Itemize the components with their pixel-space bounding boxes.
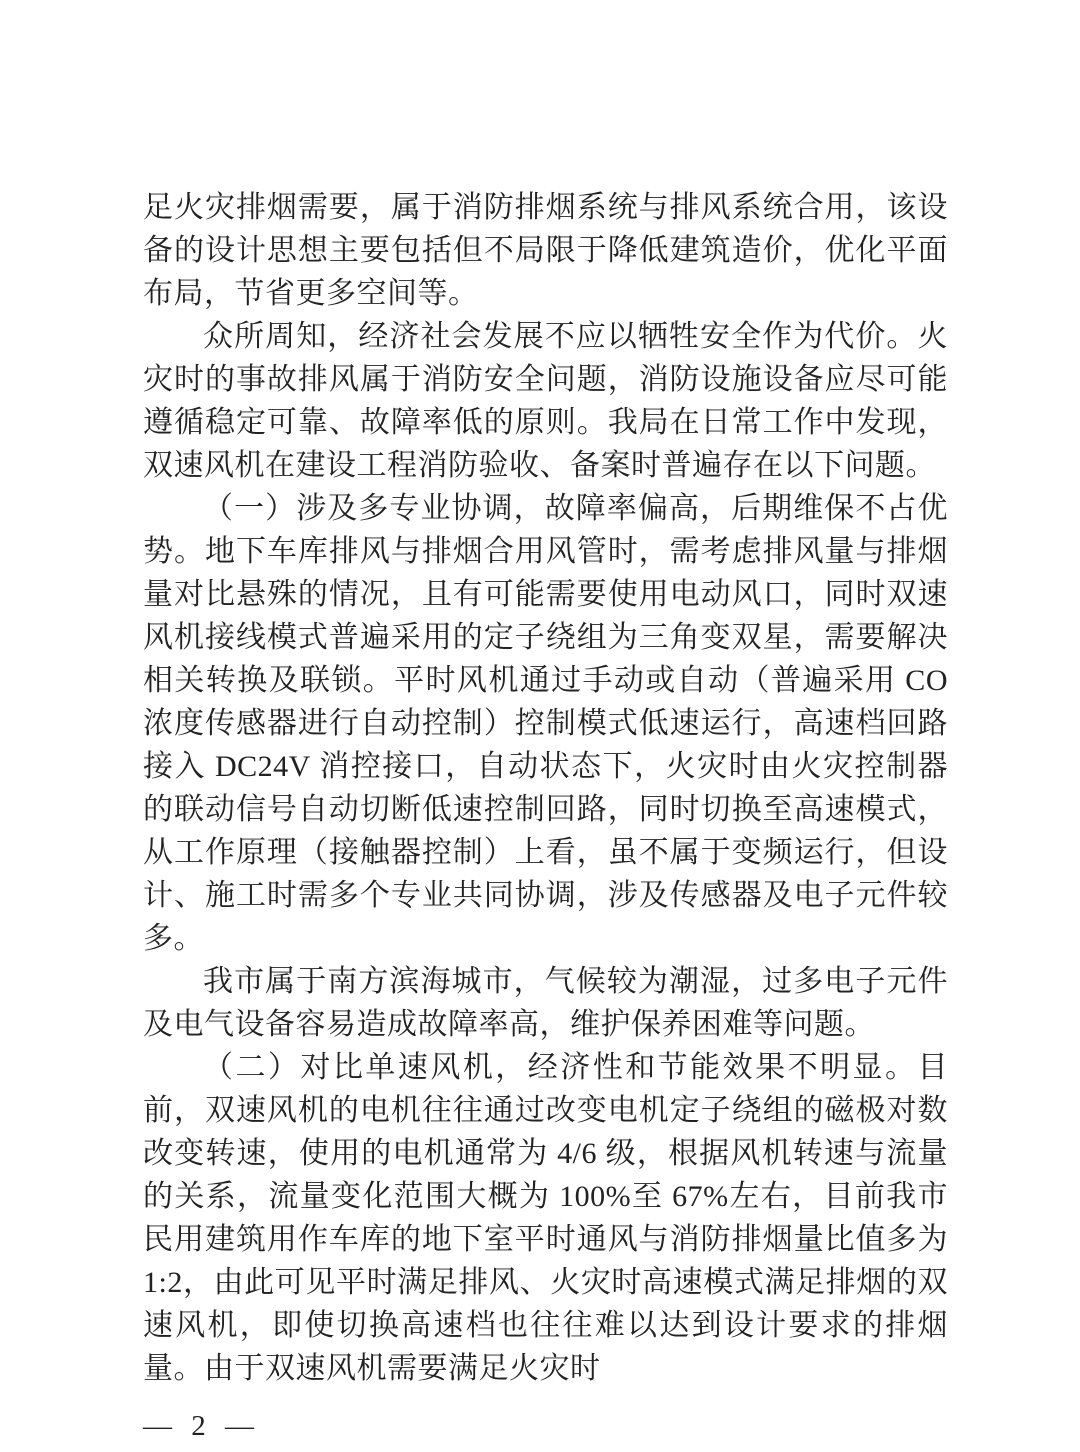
document-body (143, 186, 948, 1390)
paragraph: 足火灾排烟需要，属于消防排烟系统与排风系统合用，该设备的设计思想主要包括但不局限于降低建筑造价，优化平面布局，节省更多空间等。 (143, 191, 948, 310)
paragraph: （一）涉及多专业协调，故障率偏高，后期维保不占优势。地下车库排风与排烟合用风管时，需考虑排风量与排烟量对比悬殊的情况，且有可能需要使用电动风口，同时双速风机接线模式普遍采用的定子绕组为三角变双星，需要解决相关转换及联锁。平时风机通过手动或自动（普遍采用 CO 浓度传感器进行自动控制）控制模式低速运行，高速档回路接入 DC24V 消控接口，自动状态下，火灾时由火灾控制器的联动信号自动切断低速控制回路，同时切换至高速模式，从工作原理（接触器控制）上看，虽不属于变频运行，但设计、施工时需多个专业共同协调，涉及传感器及电子元件较多。 (143, 492, 948, 955)
paragraph: （二）对比单速风机，经济性和节能效果不明显。目前，双速风机的电机往往通过改变电机定子绕组的磁极对数改变转速，使用的电机通常为 4/6 级，根据风机转速与流量的关系，流量变化范围大概为 100%至 67%左右，目前我市民用建筑用作车库的地下室平时通风与消防排烟量比值多为 1:2，由此可见平时满足排风、火灾时高速模式满足排烟的双速风机，即使切换高速档也往往难以达到设计要求的排烟量。由于双速风机需要满足火灾时 (143, 1051, 948, 1385)
page-number: — 2 — (143, 1410, 260, 1442)
paragraph: 众所周知，经济社会发展不应以牺牲安全作为代价。火灾时的事故排风属于消防安全问题，消防设施设备应尽可能遵循稳定可靠、故障率低的原则。我局在日常工作中发现，双速风机在建设工程消防验收、备案时普遍存在以下问题。 (143, 320, 948, 482)
paragraph: 我市属于南方滨海城市，气候较为潮湿，过多电子元件及电气设备容易造成故障率高，维护保养困难等问题。 (143, 965, 948, 1041)
